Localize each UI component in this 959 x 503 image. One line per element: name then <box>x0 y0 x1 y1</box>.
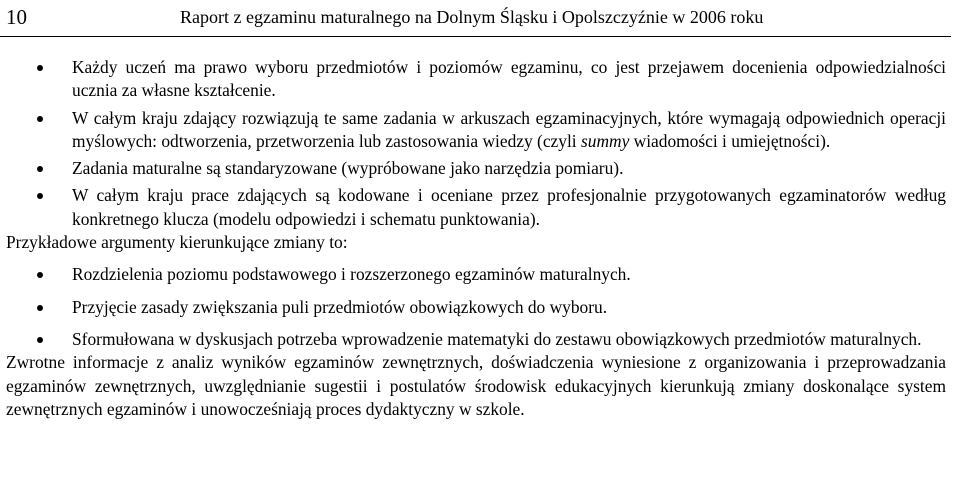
list-item <box>6 56 946 103</box>
page-number: 10 <box>6 5 27 29</box>
body-text <box>6 56 946 421</box>
bullet-icon <box>37 337 43 343</box>
list-item-text: Zadania maturalne są standaryzowane (wypróbowane jako narzędzia pomiaru). <box>72 158 624 179</box>
list-item <box>6 263 946 286</box>
list-item <box>6 296 946 319</box>
bullet-list-features <box>6 56 946 231</box>
bullet-list-arguments <box>6 263 946 351</box>
bullet-icon <box>37 65 43 71</box>
bullet-icon <box>37 272 43 278</box>
list-item <box>6 107 946 154</box>
list-item-text: W całym kraju prace zdających są kodowane i oceniane przez profesjonalnie przygotowanych egzaminatorów według konkretnego klucza (modelu odpowiedzi i schematu punktowania). <box>72 185 946 229</box>
list-item-text: Przyjęcie zasady zwiększania puli przedmiotów obowiązkowych do wyboru. <box>72 296 608 317</box>
closing-paragraph: Zwrotne informacje z analiz wyników egzaminów zewnętrznych, doświadczenia wyniesione z organizowania i przeprowadzania egzaminów zewnętrznych, uwzględnianie sugestii i postulatów środowisk edukacyjnych kierunkują zmiany doskonalące system zewnętrznych egzaminów i unowocześniają proces dydaktyczny w szkole. <box>6 352 946 419</box>
list-item-text: W całym kraju zdający rozwiązują te same zadania w arkuszach egzaminacyjnych, które wymagają odpowiednich operacji myślowych: odtworzenia, przetworzenia lub zastosowania wiedzy (czyli <box>72 107 946 151</box>
bullet-icon <box>37 166 43 172</box>
list-item-text: Każdy uczeń ma prawo wyboru przedmiotów i poziomów egzaminu, co jest przejawem docenienia odpowiedzialności ucznia za własne kształcenie. <box>72 57 946 101</box>
bullet-icon <box>37 193 43 199</box>
page-header <box>0 0 951 42</box>
list-item-text: Rozdzielenia poziomu podstawowego i rozszerzonego egzaminów maturalnych. <box>72 264 631 285</box>
header-rule <box>0 36 951 37</box>
bullet-icon <box>37 116 43 122</box>
lead-paragraph: Przykładowe argumenty kierunkujące zmiany to: <box>6 232 348 253</box>
list-item <box>6 328 946 351</box>
running-title: Raport z egzaminu maturalnego na Dolnym Śląsku i Opolszczyźnie w 2006 roku <box>180 7 764 27</box>
list-item-text-end: wiadomości i umiejętności). <box>629 130 831 151</box>
italic-term: summy <box>580 130 630 151</box>
list-item-text: Sformułowana w dyskusjach potrzeba wprowadzenie matematyki do zestawu obowiązkowych przedmiotów maturalnych. <box>72 328 922 349</box>
list-item <box>6 184 946 231</box>
list-item <box>6 157 946 180</box>
bullet-icon <box>37 305 43 311</box>
